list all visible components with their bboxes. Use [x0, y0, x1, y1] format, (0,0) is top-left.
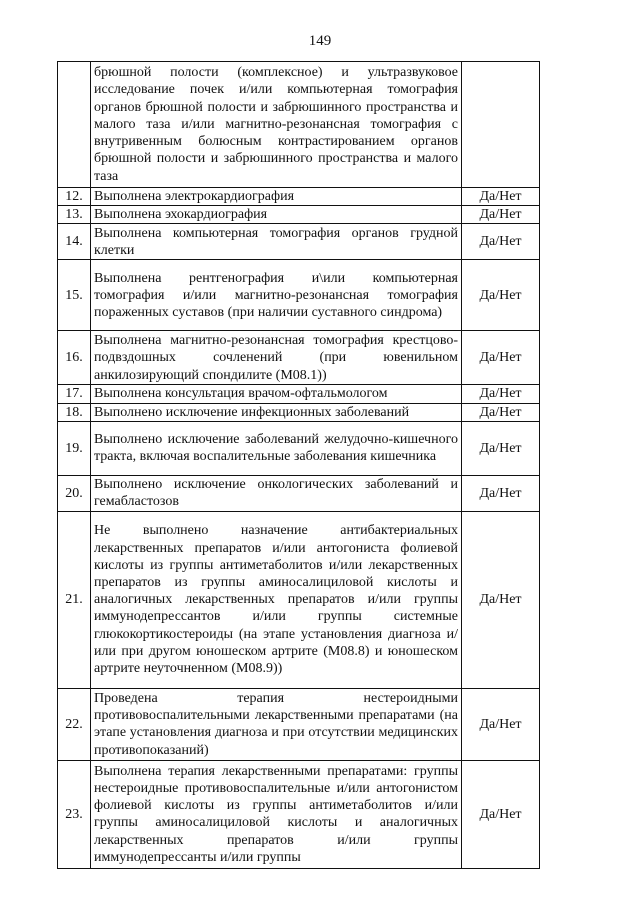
- answer-cell: Да/Нет: [462, 475, 540, 511]
- answer-cell: Да/Нет: [462, 403, 540, 421]
- row-number: 19.: [58, 421, 91, 475]
- answer-cell: Да/Нет: [462, 260, 540, 331]
- row-number: 20.: [58, 475, 91, 511]
- answer-cell: Да/Нет: [462, 760, 540, 868]
- criterion-text: Выполнена рентгенография и\или компьютерная томография и/или магнитно-резонансная томография пораженных суставов (при наличии суставного синдрома): [91, 260, 462, 331]
- criterion-text: Выполнена консультация врачом-офтальмологом: [91, 385, 462, 403]
- criterion-text: Выполнена компьютерная томография органов грудной клетки: [91, 224, 462, 260]
- table-row: [58, 62, 540, 188]
- table-row: [58, 188, 540, 206]
- row-number: 22.: [58, 688, 91, 760]
- criterion-text: Выполнена электрокардиография: [91, 188, 462, 206]
- table-row: [58, 688, 540, 760]
- answer-cell: Да/Нет: [462, 688, 540, 760]
- criterion-text: Выполнена магнитно-резонансная томография крестцово-подвздошных сочленений (при ювенильном анкилозирующий спондилите (М08.1)): [91, 331, 462, 385]
- answer-cell: [462, 62, 540, 188]
- criterion-text: Проведена терапия нестероидными противовоспалительными лекарственными препаратами (на этапе установления диагноза и при отсутствии медицинских противопоказаний): [91, 688, 462, 760]
- row-number: 14.: [58, 224, 91, 260]
- row-number: 18.: [58, 403, 91, 421]
- row-number: [58, 62, 91, 188]
- row-number: 12.: [58, 188, 91, 206]
- criterion-text: Выполнено исключение инфекционных заболеваний: [91, 403, 462, 421]
- table-row: [58, 385, 540, 403]
- table-row: [58, 224, 540, 260]
- answer-cell: Да/Нет: [462, 206, 540, 224]
- row-number: 15.: [58, 260, 91, 331]
- table-row: [58, 260, 540, 331]
- criteria-table: [57, 61, 540, 869]
- criterion-text: Выполнено исключение онкологических заболеваний и гемабластозов: [91, 475, 462, 511]
- answer-cell: Да/Нет: [462, 421, 540, 475]
- row-number: 21.: [58, 511, 91, 688]
- table-row: [58, 331, 540, 385]
- table-row: [58, 206, 540, 224]
- table-row: [58, 760, 540, 868]
- criterion-text: Не выполнено назначение антибактериальных лекарственных препаратов и/или антогониста фолиевой кислоты из группы антиметаболитов и/или лекарственных препаратов из группы аминосалициловой кислоты и аналогичных лекарственных препаратов и/или группы иммунодепрессантов и/или группы системные глюкокортикостероиды (на этапе установления диагноза и/или при другом юношеском артрите (М08.8) и юношеском артрите неуточненном (М08.9)): [91, 511, 462, 688]
- table-row: [58, 403, 540, 421]
- answer-cell: Да/Нет: [462, 188, 540, 206]
- answer-cell: Да/Нет: [462, 511, 540, 688]
- criterion-text: брюшной полости (комплексное) и ультразвуковое исследование почек и/или компьютерная томография органов брюшной полости и забрюшинного пространства и малого таза и/или магнитно-резонансная томография с внутривенным болюсным контрастированием органов брюшной полости и забрюшинного пространства и малого таза: [91, 62, 462, 188]
- table-row: [58, 421, 540, 475]
- answer-cell: Да/Нет: [462, 224, 540, 260]
- table-row: [58, 475, 540, 511]
- answer-cell: Да/Нет: [462, 331, 540, 385]
- criterion-text: Выполнена эхокардиография: [91, 206, 462, 224]
- row-number: 13.: [58, 206, 91, 224]
- row-number: 23.: [58, 760, 91, 868]
- page-number: 149: [308, 33, 332, 49]
- answer-cell: Да/Нет: [462, 385, 540, 403]
- table-row: [58, 511, 540, 688]
- row-number: 16.: [58, 331, 91, 385]
- row-number: 17.: [58, 385, 91, 403]
- criterion-text: Выполнено исключение заболеваний желудочно-кишечного тракта, включая воспалительные заболевания кишечника: [91, 421, 462, 475]
- criterion-text: Выполнена терапия лекарственными препаратами: группы нестероидные противовоспалительные и/или антогонистом фолиевой кислоты из группы антиметаболитов и/или группы аминосалициловой кислоты и аналогичных лекарственных препаратов и/или группы иммунодепрессанты и/или группы: [91, 760, 462, 868]
